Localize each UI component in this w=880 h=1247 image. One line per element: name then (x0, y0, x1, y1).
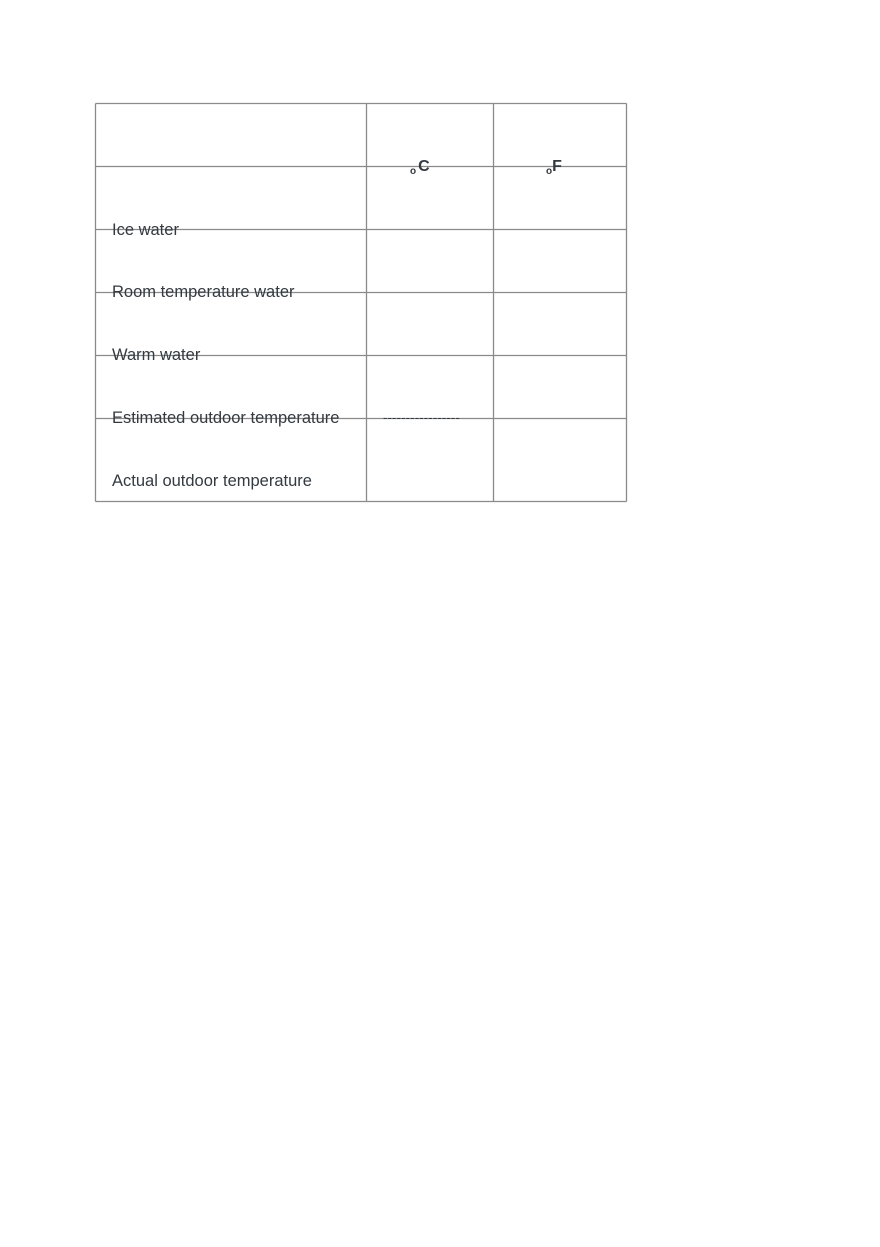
estimated-celsius-placeholder: ----------------- (383, 410, 460, 425)
celsius-unit: C (418, 158, 430, 175)
header-celsius (410, 157, 430, 182)
row-label-room-temperature-water: Room temperature water (112, 283, 295, 301)
row-label-warm-water: Warm water (112, 346, 201, 364)
header-fahrenheit (546, 157, 562, 182)
degree-symbol: o (546, 166, 553, 177)
degree-symbol: o (410, 166, 417, 177)
fahrenheit-unit: F (552, 158, 562, 175)
row-label-actual-outdoor-temperature: Actual outdoor temperature (112, 472, 312, 490)
row-label-estimated-outdoor-temperature: Estimated outdoor temperature (112, 409, 340, 427)
row-label-ice-water: Ice water (112, 221, 179, 239)
